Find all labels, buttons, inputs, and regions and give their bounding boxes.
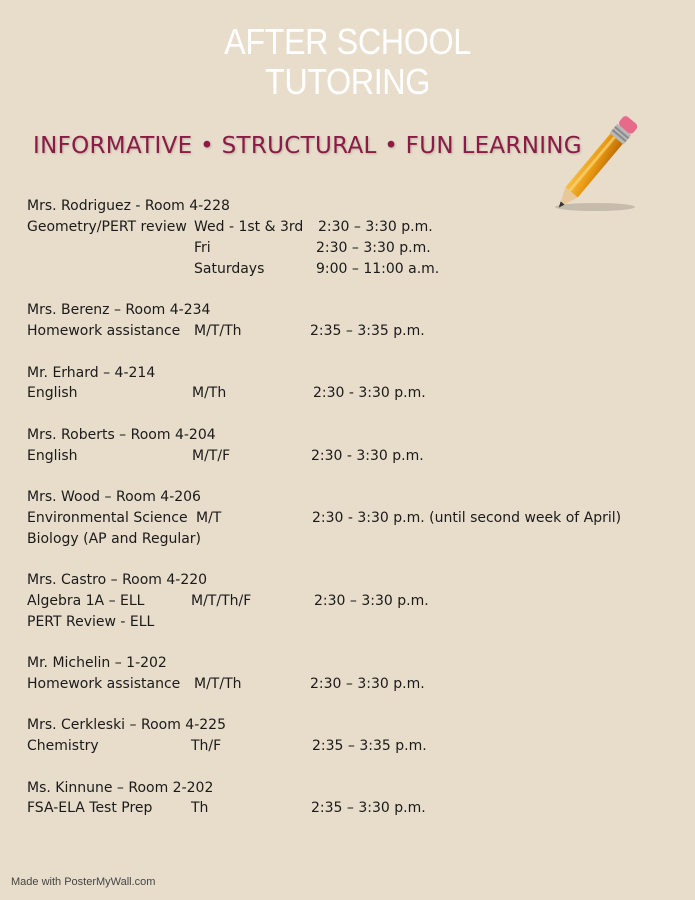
tutor-subject: Chemistry [27, 738, 99, 754]
tutor-time: 2:30 – 3:30 p.m. [314, 593, 429, 609]
tutor-subject: Algebra 1A – ELL [27, 593, 145, 609]
tutor-name: Mrs. Rodriguez - Room 4-228 [27, 198, 230, 214]
tutor-name: Mrs. Roberts – Room 4-204 [27, 427, 216, 443]
tutor-days: Saturdays [194, 261, 265, 277]
tutor-name: Mrs. Castro – Room 4-220 [27, 572, 208, 588]
poster-title [35, 22, 661, 102]
tutor-name: Ms. Kinnune – Room 2-202 [27, 780, 214, 796]
tutor-days: M/T [196, 510, 222, 526]
tutor-name: Mrs. Wood – Room 4-206 [27, 489, 201, 505]
tutor-days: Th [191, 800, 209, 816]
tutor-time: 2:35 – 3:35 p.m. [312, 738, 427, 754]
tutor-subject: English [27, 385, 78, 401]
title-line-2: TUTORING [264, 61, 431, 102]
tutor-name: Mrs. Cerkleski – Room 4-225 [27, 717, 226, 733]
pencil-icon [535, 95, 665, 225]
title-line-1: AFTER SCHOOL [224, 21, 471, 62]
tutor-time: 2:30 – 3:30 p.m. [318, 219, 433, 235]
tutor-days: M/Th [192, 385, 227, 401]
tutor-days: Fri [194, 240, 211, 256]
tutor-time: 2:30 - 3:30 p.m. [311, 448, 424, 464]
tutor-time: 2:35 – 3:35 p.m. [310, 323, 425, 339]
tutor-days: Th/F [191, 738, 222, 754]
tutor-days: M/T/Th/F [191, 593, 252, 609]
poster-subtitle: INFORMATIVE • STRUCTURAL • FUN LEARNING [33, 133, 582, 159]
tutor-time: 2:30 - 3:30 p.m. [313, 385, 426, 401]
tutor-subject: English [27, 448, 78, 464]
tutor-days: M/T/Th [194, 676, 242, 692]
tutor-subject: Environmental Science [27, 510, 188, 526]
tutor-days: Wed - 1st & 3rd [194, 219, 304, 235]
tutor-subject: Geometry/PERT review [27, 219, 187, 235]
tutor-subject: FSA-ELA Test Prep [27, 800, 153, 816]
tutor-days: M/T/Th [194, 323, 242, 339]
tutor-name: Mr. Michelin – 1-202 [27, 655, 167, 671]
tutor-name: Mrs. Berenz – Room 4-234 [27, 302, 211, 318]
tutor-name: Mr. Erhard – 4-214 [27, 365, 156, 381]
tutor-time: 2:30 – 3:30 p.m. [316, 240, 431, 256]
tutor-time: 2:30 – 3:30 p.m. [310, 676, 425, 692]
footer-credit: Made with PosterMyWall.com [11, 876, 156, 888]
tutor-subject: Homework assistance [27, 676, 181, 692]
tutor-time: 2:35 – 3:30 p.m. [311, 800, 426, 816]
tutor-days: M/T/F [192, 448, 231, 464]
tutor-subject: Biology (AP and Regular) [27, 531, 202, 547]
tutor-subject: Homework assistance [27, 323, 181, 339]
tutor-time: 9:00 – 11:00 a.m. [316, 261, 440, 277]
tutor-time: 2:30 - 3:30 p.m. (until second week of April) [312, 510, 622, 526]
tutor-subject: PERT Review - ELL [27, 614, 155, 630]
